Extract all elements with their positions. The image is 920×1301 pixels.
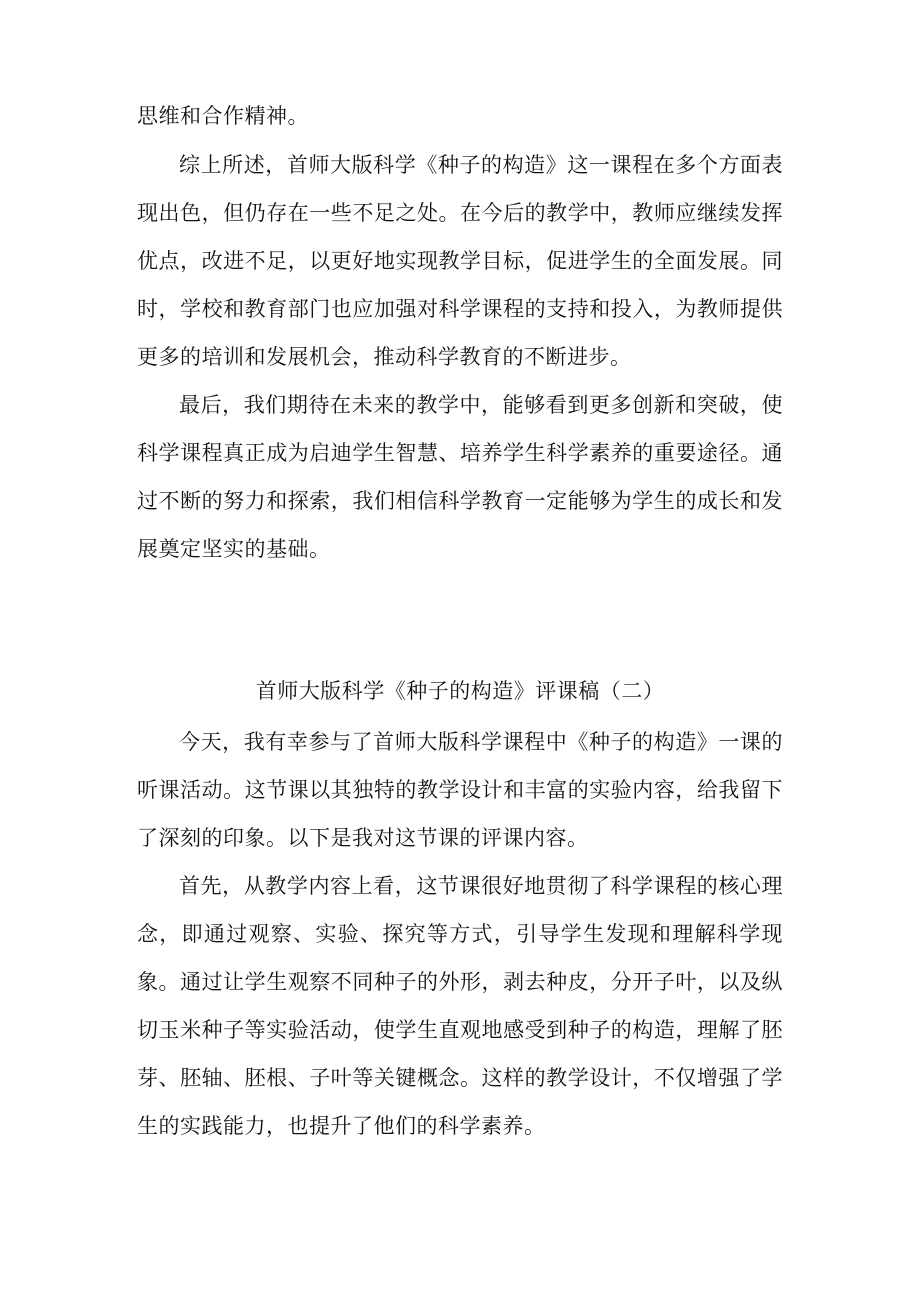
continuation-paragraph: 思维和合作精神。 bbox=[137, 104, 309, 128]
closing-paragraph: 最后，我们期待在未来的教学中，能够看到更多创新和突破，使科学课程真正成为启迪学生智慧、培养学生科学素养的重要途径。通过不断的努力和探索，我们相信科学教育一定能够为学生的成长和发展奠定坚实的基础。 bbox=[137, 393, 783, 561]
section-title: 首师大版科学《种子的构造》评课稿（二） bbox=[255, 679, 665, 703]
content-analysis-paragraph: 首先，从教学内容上看，这节课很好地贯彻了科学课程的核心理念，即通过观察、实验、探究等方式，引导学生发现和理解科学现象。通过让学生观察不同种子的外形，剥去种皮，分开子叶，以及纵切玉米种子等实验活动，使学生直观地感受到种子的构造，理解了胚芽、胚轴、胚根、子叶等关键概念。这样的教学设计，不仅增强了学生的实践能力，也提升了他们的科学素养。 bbox=[137, 874, 783, 1138]
summary-paragraph: 综上所述，首师大版科学《种子的构造》这一课程在多个方面表现出色，但仍存在一些不足之处。在今后的教学中，教师应继续发挥优点，改进不足，以更好地实现教学目标，促进学生的全面发展。同时，学校和教育部门也应加强对科学课程的支持和投入，为教师提供更多的培训和发展机会，推动科学教育的不断进步。 bbox=[137, 153, 783, 369]
intro-paragraph: 今天，我有幸参与了首师大版科学课程中《种子的构造》一课的听课活动。这节课以其独特的教学设计和丰富的实验内容，给我留下了深刻的印象。以下是我对这节课的评课内容。 bbox=[137, 730, 783, 850]
